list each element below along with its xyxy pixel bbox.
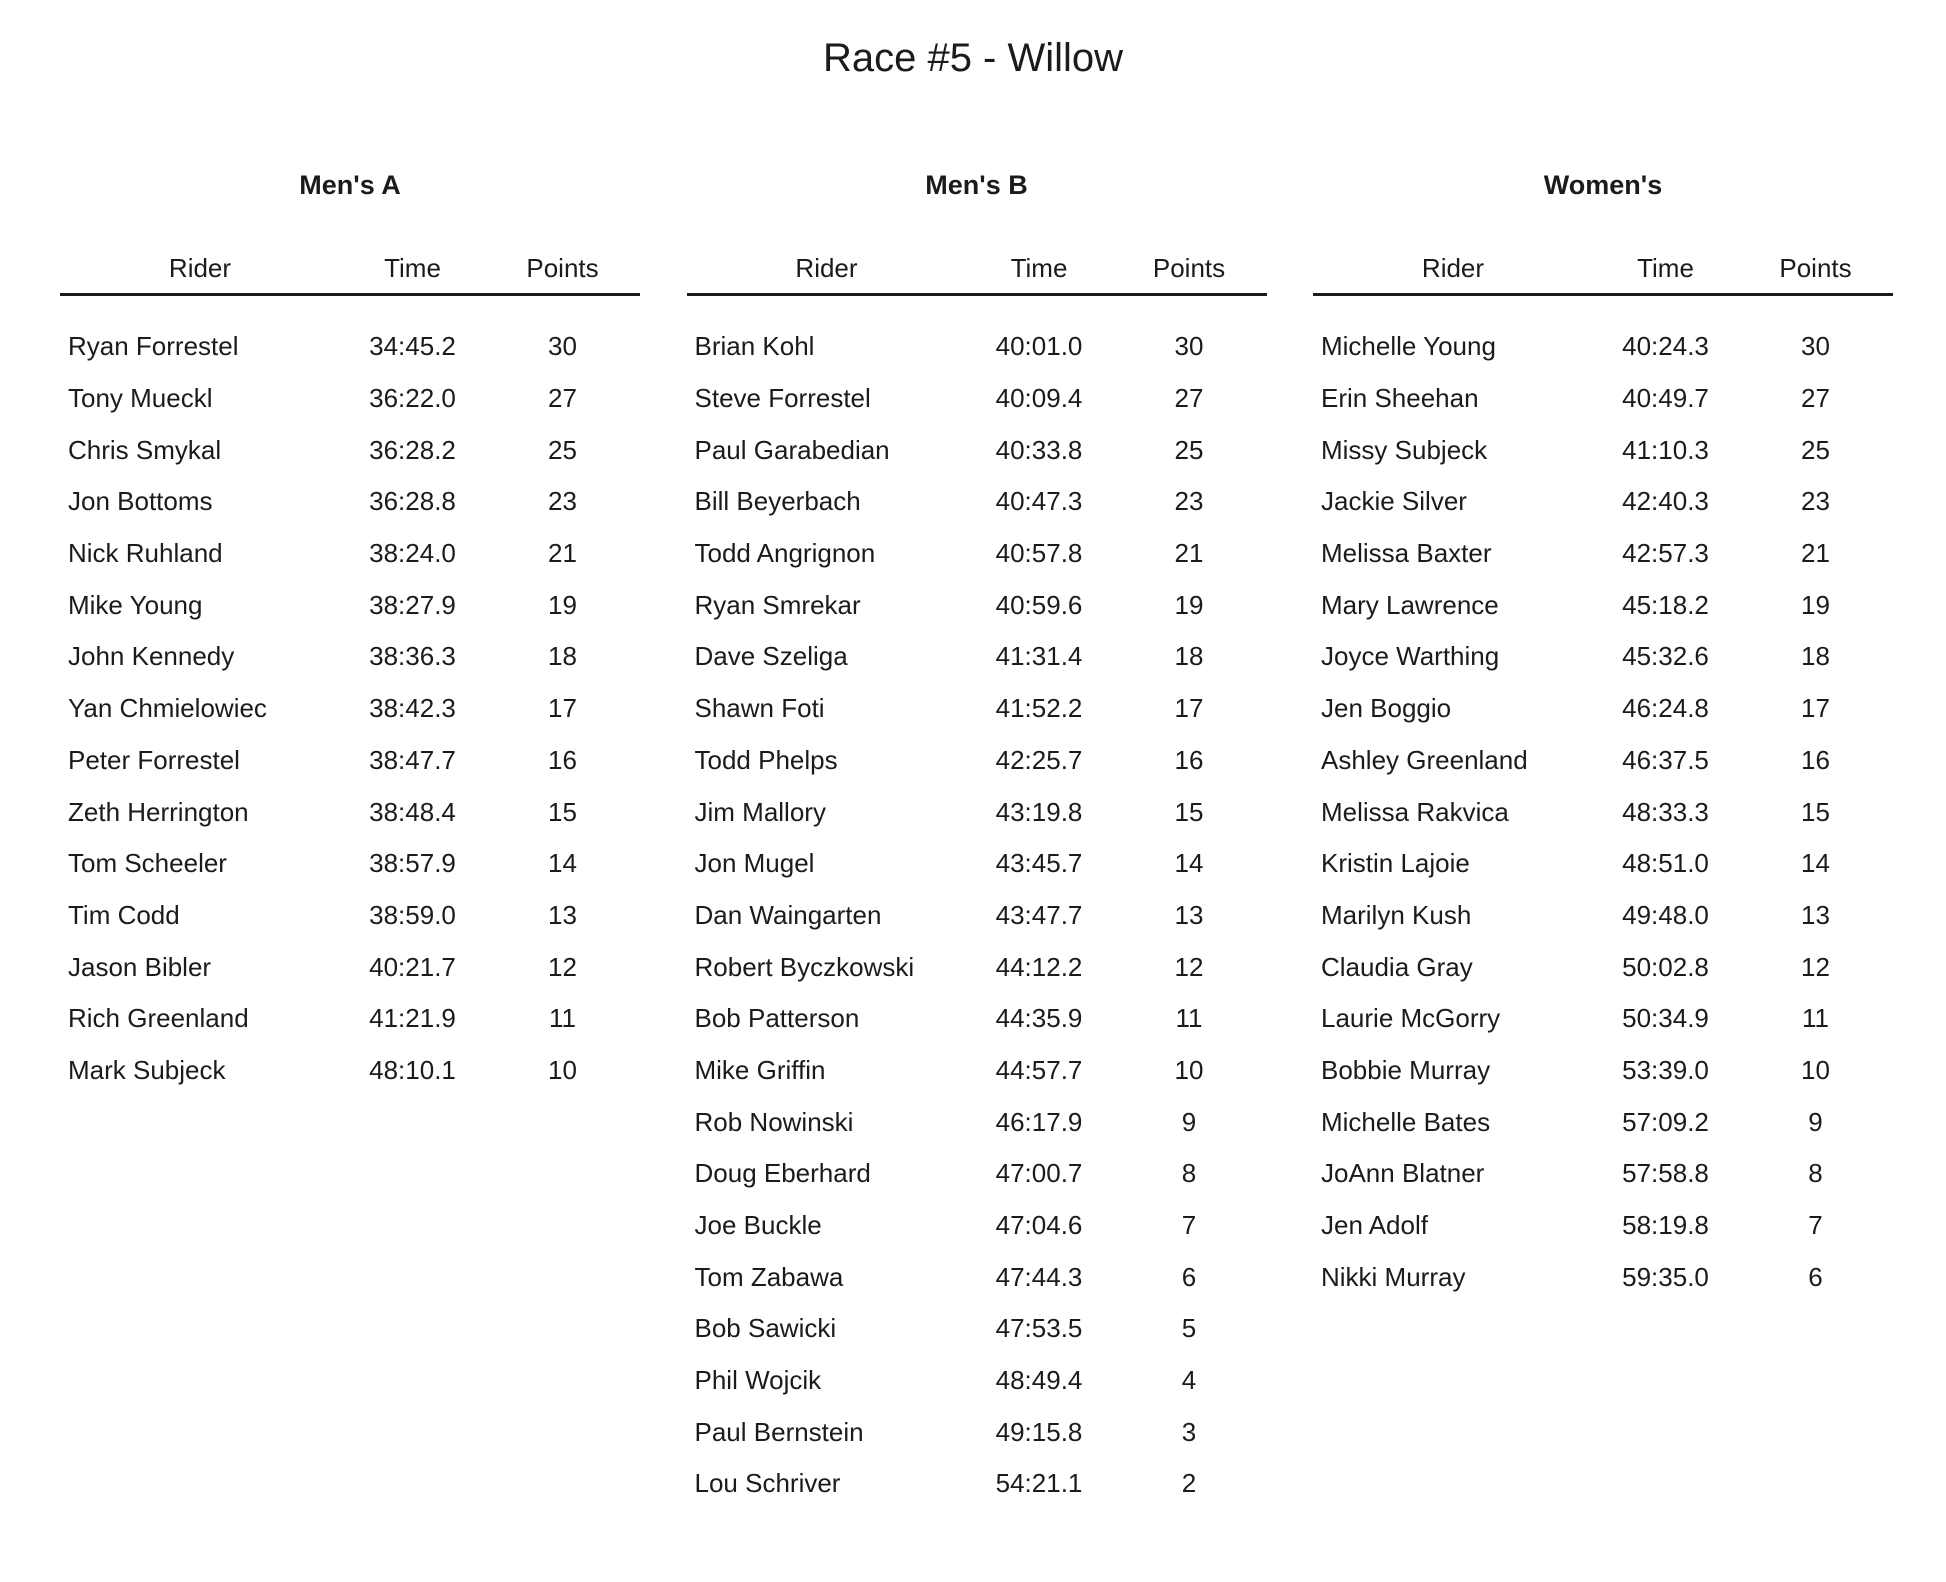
results-table-womens	[1313, 168, 1893, 1510]
rider-points: 17	[548, 693, 577, 724]
rider-points: 23	[1174, 486, 1204, 517]
rider-time: 38:24.0	[369, 538, 456, 569]
table-row	[1313, 786, 1893, 838]
rider-points: 27	[1174, 383, 1204, 414]
table-row	[1313, 424, 1893, 476]
rider-name: Dan Waingarten	[694, 899, 882, 930]
rider-time: 40:21.7	[369, 951, 456, 982]
column-header-time: Time	[1637, 253, 1694, 283]
table-row	[60, 786, 640, 838]
rider-points: 27	[548, 383, 577, 414]
rider-points: 6	[1181, 1261, 1197, 1292]
rider-name: Dave Szeliga	[694, 641, 848, 672]
rider-points: 6	[1808, 1261, 1823, 1292]
rider-name: Michelle Bates	[1321, 1106, 1491, 1137]
rider-points: 9	[1808, 1106, 1823, 1137]
rider-points: 12	[1174, 951, 1204, 982]
table-row	[60, 321, 640, 373]
rider-points: 21	[548, 538, 577, 569]
table-row	[687, 1148, 1267, 1200]
table-row	[1313, 1148, 1893, 1200]
rider-time: 41:31.4	[995, 641, 1083, 672]
table-title-womens: Women's	[1543, 170, 1663, 200]
rider-time: 57:58.8	[1622, 1158, 1709, 1189]
column-header-points: Points	[1152, 253, 1226, 283]
rider-name: Bobbie Murray	[1321, 1054, 1491, 1085]
rider-time: 36:22.0	[369, 383, 456, 414]
rider-name: Missy Subjeck	[1321, 434, 1488, 465]
rider-name: Tom Zabawa	[694, 1261, 844, 1292]
rider-time: 59:35.0	[1622, 1261, 1709, 1292]
rider-name: Tony Mueckl	[68, 383, 213, 414]
rider-points: 14	[548, 848, 577, 879]
rider-name: Paul Garabedian	[694, 434, 890, 465]
rider-name: Jen Boggio	[1321, 693, 1452, 724]
table-row	[1313, 683, 1893, 735]
table-row	[60, 476, 640, 528]
rider-time: 49:48.0	[1622, 899, 1709, 930]
rider-time: 49:15.8	[995, 1416, 1083, 1447]
table-row	[60, 424, 640, 476]
rider-name: Mark Subjeck	[68, 1054, 226, 1085]
rider-points: 13	[548, 899, 577, 930]
rider-name: Jon Mugel	[694, 848, 815, 879]
rider-time: 45:32.6	[1622, 641, 1709, 672]
table-row	[60, 993, 640, 1045]
rider-points: 8	[1808, 1158, 1823, 1189]
rider-points: 8	[1181, 1158, 1197, 1189]
column-header-time: Time	[384, 253, 441, 283]
rider-name: Kristin Lajoie	[1321, 848, 1470, 879]
rider-name: Jason Bibler	[68, 951, 212, 982]
table-row	[687, 838, 1267, 890]
rider-name: Melissa Rakvica	[1321, 796, 1509, 827]
rider-time: 41:52.2	[995, 693, 1083, 724]
rider-name: Bob Sawicki	[694, 1313, 837, 1344]
rider-time: 40:49.7	[1622, 383, 1709, 414]
rider-name: Claudia Gray	[1321, 951, 1473, 982]
column-header-rider: Rider	[1421, 253, 1485, 283]
rider-points: 25	[1801, 434, 1830, 465]
rider-points: 16	[1174, 744, 1204, 775]
rider-points: 7	[1181, 1210, 1197, 1241]
rider-name: Jim Mallory	[694, 796, 826, 827]
rider-time: 47:44.3	[995, 1261, 1083, 1292]
rider-points: 23	[1801, 486, 1830, 517]
table-row	[60, 528, 640, 580]
table-row	[1313, 1251, 1893, 1303]
rider-name: Michelle Young	[1321, 331, 1496, 362]
table-row	[687, 735, 1267, 787]
rider-points: 13	[1801, 899, 1830, 930]
page-title: Race #5 - Willow	[822, 36, 1124, 80]
rider-name: Nick Ruhland	[68, 538, 223, 569]
rider-points: 10	[1801, 1054, 1830, 1085]
rider-points: 23	[548, 486, 577, 517]
table-row	[1313, 631, 1893, 683]
rider-time: 40:59.6	[995, 589, 1083, 620]
table-row	[60, 579, 640, 631]
table-row	[687, 786, 1267, 838]
rider-points: 13	[1174, 899, 1204, 930]
rider-name: Tim Codd	[68, 899, 180, 930]
results-table-mens-b	[687, 168, 1267, 1510]
rider-name: Joe Buckle	[694, 1210, 822, 1241]
table-row	[687, 1303, 1267, 1355]
rider-points: 3	[1181, 1416, 1197, 1447]
rider-name: Lou Schriver	[694, 1468, 841, 1499]
table-row	[687, 424, 1267, 476]
rider-time: 44:12.2	[995, 951, 1083, 982]
rider-points: 14	[1801, 848, 1830, 879]
rider-name: Erin Sheehan	[1321, 383, 1479, 414]
table-header-row	[687, 251, 1267, 285]
rider-name: Steve Forrestel	[694, 383, 871, 414]
rider-points: 7	[1808, 1210, 1823, 1241]
rider-time: 53:39.0	[1622, 1054, 1709, 1085]
rider-points: 30	[1801, 331, 1830, 362]
table-row	[60, 631, 640, 683]
rider-time: 44:35.9	[995, 1003, 1083, 1034]
rider-time: 54:21.1	[995, 1468, 1083, 1499]
table-row	[687, 579, 1267, 631]
rider-name: Nikki Murray	[1321, 1261, 1466, 1292]
rider-time: 42:57.3	[1622, 538, 1709, 569]
table-header-row	[1313, 251, 1893, 285]
rider-time: 45:18.2	[1622, 589, 1709, 620]
table-row	[60, 373, 640, 425]
rider-points: 11	[1802, 1003, 1829, 1034]
column-header-time: Time	[1010, 253, 1068, 283]
rider-time: 42:25.7	[995, 744, 1083, 775]
table-row	[687, 1096, 1267, 1148]
rider-time: 40:33.8	[995, 434, 1083, 465]
rider-points: 11	[1175, 1003, 1203, 1034]
column-header-points: Points	[1779, 253, 1852, 283]
rider-time: 40:24.3	[1622, 331, 1709, 362]
rider-time: 48:51.0	[1622, 848, 1709, 879]
rider-points: 19	[548, 589, 577, 620]
table-row	[1313, 1096, 1893, 1148]
rider-points: 15	[548, 796, 577, 827]
table-row	[60, 683, 640, 735]
table-row	[687, 1200, 1267, 1252]
rider-time: 40:57.8	[995, 538, 1083, 569]
rider-name: Yan Chmielowiec	[68, 693, 267, 724]
rider-points: 12	[1801, 951, 1830, 982]
table-row	[1313, 476, 1893, 528]
rider-name: Mary Lawrence	[1321, 589, 1499, 620]
rider-points: 27	[1801, 383, 1830, 414]
rider-time: 50:02.8	[1622, 951, 1709, 982]
rider-name: Rich Greenland	[68, 1003, 249, 1034]
table-row	[687, 683, 1267, 735]
rider-time: 41:10.3	[1622, 434, 1709, 465]
rider-points: 4	[1181, 1365, 1197, 1396]
rider-points: 30	[1174, 331, 1204, 362]
table-rows	[1313, 296, 1893, 1303]
rider-time: 40:47.3	[995, 486, 1083, 517]
rider-points: 15	[1801, 796, 1830, 827]
rider-time: 43:19.8	[995, 796, 1083, 827]
rider-name: Marilyn Kush	[1321, 899, 1472, 930]
rider-points: 17	[1801, 693, 1830, 724]
rider-name: Doug Eberhard	[694, 1158, 871, 1189]
results-columns	[60, 168, 1893, 1510]
rider-time: 41:21.9	[369, 1003, 456, 1034]
rider-name: Mike Young	[68, 589, 203, 620]
rider-name: Joyce Warthing	[1321, 641, 1500, 672]
rider-name: Brian Kohl	[694, 331, 815, 362]
rider-points: 9	[1181, 1106, 1197, 1137]
rider-points: 25	[548, 434, 577, 465]
rider-time: 38:42.3	[369, 693, 456, 724]
table-header-row	[60, 251, 640, 285]
column-header-rider: Rider	[168, 253, 232, 283]
rider-name: Paul Bernstein	[694, 1416, 864, 1447]
table-row	[60, 838, 640, 890]
table-title-mens-b: Men's B	[925, 170, 1028, 200]
table-row	[687, 528, 1267, 580]
table-row	[687, 373, 1267, 425]
rider-name: Ryan Forrestel	[68, 331, 239, 362]
rider-time: 44:57.7	[995, 1054, 1083, 1085]
table-row	[1313, 528, 1893, 580]
table-row	[687, 476, 1267, 528]
rider-name: Bill Beyerbach	[694, 486, 861, 517]
rider-time: 42:40.3	[1622, 486, 1709, 517]
table-row	[1313, 373, 1893, 425]
rider-name: Laurie McGorry	[1321, 1003, 1501, 1034]
rider-name: Chris Smykal	[68, 434, 222, 465]
rider-name: Zeth Herrington	[68, 796, 249, 827]
table-row	[687, 321, 1267, 373]
rider-time: 46:17.9	[995, 1106, 1083, 1137]
rider-time: 47:00.7	[995, 1158, 1083, 1189]
rider-points: 25	[1174, 434, 1204, 465]
table-rows	[60, 296, 640, 1096]
rider-name: John Kennedy	[68, 641, 235, 672]
table-row	[60, 941, 640, 993]
rider-time: 58:19.8	[1622, 1210, 1709, 1241]
table-row	[687, 1458, 1267, 1510]
rider-time: 48:10.1	[369, 1054, 456, 1085]
table-row	[1313, 993, 1893, 1045]
rider-time: 40:01.0	[995, 331, 1083, 362]
rider-name: Rob Nowinski	[694, 1106, 854, 1137]
rider-points: 14	[1174, 848, 1204, 879]
rider-time: 50:34.9	[1622, 1003, 1709, 1034]
table-row	[687, 993, 1267, 1045]
table-row	[1313, 941, 1893, 993]
rider-points: 5	[1181, 1313, 1197, 1344]
rider-points: 21	[1801, 538, 1830, 569]
rider-name: Tom Scheeler	[68, 848, 227, 879]
rider-points: 18	[1801, 641, 1830, 672]
rider-points: 10	[548, 1054, 577, 1085]
rider-points: 18	[548, 641, 577, 672]
rider-points: 21	[1174, 538, 1204, 569]
rider-points: 30	[548, 331, 577, 362]
table-row	[1313, 838, 1893, 890]
rider-points: 16	[548, 744, 577, 775]
table-row	[60, 735, 640, 787]
rider-name: Jackie Silver	[1321, 486, 1467, 517]
table-row	[687, 1355, 1267, 1407]
table-row	[687, 1045, 1267, 1097]
rider-points: 11	[549, 1003, 576, 1034]
table-row	[687, 941, 1267, 993]
rider-name: Bob Patterson	[694, 1003, 860, 1034]
rider-time: 43:45.7	[995, 848, 1083, 879]
rider-time: 34:45.2	[369, 331, 456, 362]
table-row	[1313, 579, 1893, 631]
rider-points: 17	[1174, 693, 1204, 724]
rider-points: 18	[1174, 641, 1204, 672]
table-row	[1313, 321, 1893, 373]
table-row	[687, 1406, 1267, 1458]
rider-name: Todd Phelps	[694, 744, 838, 775]
table-row	[1313, 735, 1893, 787]
rider-time: 46:37.5	[1622, 744, 1709, 775]
rider-time: 36:28.2	[369, 434, 456, 465]
rider-time: 36:28.8	[369, 486, 456, 517]
table-row	[687, 631, 1267, 683]
table-title-mens-a: Men's A	[299, 170, 401, 200]
rider-points: 16	[1801, 744, 1830, 775]
rider-time: 38:36.3	[369, 641, 456, 672]
table-rows	[687, 296, 1267, 1510]
rider-name: Melissa Baxter	[1321, 538, 1492, 569]
rider-name: JoAnn Blatner	[1321, 1158, 1485, 1189]
rider-time: 38:27.9	[369, 589, 456, 620]
rider-name: Peter Forrestel	[68, 744, 240, 775]
rider-points: 15	[1174, 796, 1204, 827]
rider-name: Jen Adolf	[1321, 1210, 1428, 1241]
rider-time: 38:59.0	[369, 899, 456, 930]
rider-name: Todd Angrignon	[694, 538, 876, 569]
table-row	[687, 1251, 1267, 1303]
table-row	[1313, 1200, 1893, 1252]
rider-time: 47:53.5	[995, 1313, 1083, 1344]
rider-points: 10	[1174, 1054, 1204, 1085]
rider-name: Phil Wojcik	[694, 1365, 822, 1396]
rider-time: 57:09.2	[1622, 1106, 1709, 1137]
rider-name: Jon Bottoms	[68, 486, 213, 517]
rider-name: Robert Byczkowski	[694, 951, 915, 982]
rider-name: Ryan Smrekar	[694, 589, 861, 620]
rider-name: Ashley Greenland	[1321, 744, 1528, 775]
rider-points: 19	[1174, 589, 1204, 620]
rider-time: 38:48.4	[369, 796, 456, 827]
table-row	[60, 1045, 640, 1097]
column-header-points: Points	[526, 253, 599, 283]
table-row	[1313, 890, 1893, 942]
rider-time: 43:47.7	[995, 899, 1083, 930]
table-row	[687, 890, 1267, 942]
rider-points: 19	[1801, 589, 1830, 620]
column-header-rider: Rider	[795, 253, 858, 283]
rider-points: 2	[1181, 1468, 1197, 1499]
rider-time: 46:24.8	[1622, 693, 1709, 724]
table-row	[60, 890, 640, 942]
rider-time: 48:49.4	[995, 1365, 1083, 1396]
rider-name: Shawn Foti	[694, 693, 825, 724]
table-row	[1313, 1045, 1893, 1097]
rider-time: 48:33.3	[1622, 796, 1709, 827]
rider-time: 38:47.7	[369, 744, 456, 775]
results-table-mens-a	[60, 168, 640, 1510]
rider-name: Mike Griffin	[694, 1054, 826, 1085]
rider-time: 38:57.9	[369, 848, 456, 879]
rider-time: 47:04.6	[995, 1210, 1083, 1241]
rider-time: 40:09.4	[995, 383, 1083, 414]
rider-points: 12	[548, 951, 577, 982]
